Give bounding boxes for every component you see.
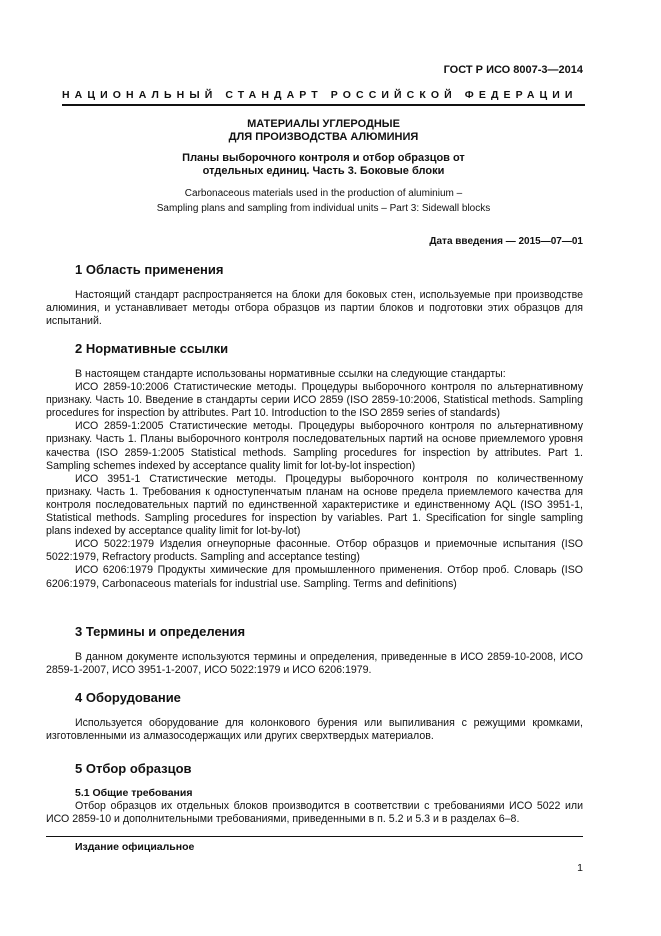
footer-divider <box>46 836 583 837</box>
section-2-heading: 2 Нормативные ссылки <box>75 341 229 356</box>
section-2-intro: В настоящем стандарте использованы нормативные ссылки на следующие стандарты: <box>75 368 506 380</box>
section-5-1-text: Отбор образцов их отдельных блоков производится в соответствии с требованиями ИСО 5022 или ИСО 2859-10 и дополнительными требованиями, приведенными в п. 5.2 и 5.3 и в разделах 6–8. <box>46 800 583 826</box>
official-edition-label: Издание официальное <box>75 841 195 853</box>
section-5-body <box>46 800 583 826</box>
title-line-2: ДЛЯ ПРОИЗВОДСТВА АЛЮМИНИЯ <box>228 131 419 143</box>
section-1-heading: 1 Область применения <box>75 262 224 277</box>
national-standard-banner: НАЦИОНАЛЬНЫЙ СТАНДАРТ РОССИЙСКОЙ ФЕДЕРАЦИИ <box>62 89 578 101</box>
section-1-text: Настоящий стандарт распространяется на блоки для боковых стен, используемые при производстве алюминия, и устанавливает методы отбора образцов из партии блоков и подготовки этих образцов для испытаний. <box>46 289 583 328</box>
english-title-line-1: Carbonaceous materials used in the production of aluminium – <box>184 188 463 199</box>
section-5-heading: 5 Отбор образцов <box>75 761 192 776</box>
subtitle-line-1: Планы выборочного контроля и отбор образцов от <box>182 152 465 164</box>
document-number: ГОСТ Р ИСО 8007-3—2014 <box>443 64 583 76</box>
title-line-1: МАТЕРИАЛЫ УГЛЕРОДНЫЕ <box>247 118 400 130</box>
section-2-body <box>46 368 583 591</box>
reference-iso-2859-10: ИСО 2859-10:2006 Статистические методы. Процедуры выборочного контроля по альтернативному признаку. Часть 10. Введение в стандарты серии ИСО 2859 (ISO 2859-10:2006, Statistical methods. Sampling procedures for inspection by attributes. Part 10. Introduction to the ISO 2859 series of standards) <box>46 381 583 420</box>
english-title-line-2: Sampling plans and sampling from individual units – Part 3: Sidewall blocks <box>156 203 491 214</box>
subtitle <box>62 152 585 178</box>
reference-iso-5022: ИСО 5022:1979 Изделия огнеупорные фасонные. Отбор образцов и приемочные испытания (ISO 5022:1979, Refractory products. Sampling and acceptance testing) <box>46 538 583 564</box>
reference-iso-2859-1: ИСО 2859-1:2005 Статистические методы. Процедуры выборочного контроля по альтернативному признаку. Часть 1. Планы выборочного контроля последовательных партий на основе приемлемого уровня качества (ISO 2859-1:2005 Statistical methods. Sampling procedures for inspection by attributes. Part 1. Sampling schemes indexed by acceptance quality limit for lot-by-lot inspection) <box>46 420 583 472</box>
section-4-heading: 4 Оборудование <box>75 690 181 705</box>
main-title <box>62 118 585 144</box>
section-1-body <box>46 289 583 328</box>
subtitle-line-2: отдельных единиц. Часть 3. Боковые блоки <box>202 165 445 177</box>
subsection-5-1-heading: 5.1 Общие требования <box>75 787 193 799</box>
reference-iso-3951-1: ИСО 3951-1 Статистические методы. Процедуры выборочного контроля по количественному признаку. Часть 1. Требования к одноступенчатым планам на основе предела приемлемого качества для контроля последовательных партий по единственной характеристике и единственному AQL (ISO 3951-1, Statistical methods. Sampling procedures for inspection by variables. Part 1. Specification for single sampling plans indexed by acceptance quality limit for lot-by-lot) <box>46 472 583 538</box>
section-3-heading: 3 Термины и определения <box>75 624 246 639</box>
section-4-text: Используется оборудование для колонкового бурения или выпиливания с режущими кромками, изготовленными из алмазосодержащих или других сверхтвердых материалов. <box>46 717 583 743</box>
header-divider <box>62 104 585 106</box>
section-4-body <box>46 717 583 743</box>
introduction-date: Дата введения — 2015—07—01 <box>429 236 583 247</box>
page-number: 1 <box>577 862 583 874</box>
reference-iso-6206: ИСО 6206:1979 Продукты химические для промышленного применения. Отбор проб. Словарь (ISO 6206:1979, Carbonaceous materials for industrial use. Sampling. Terms and definitions) <box>46 564 583 590</box>
section-3-text: В данном документе используются термины и определения, приведенные в ИСО 2859-10-2008, ИСО 2859-1-2007, ИСО 3951-1-2007, ИСО 5022:1979 и ИСО 6206:1979. <box>46 651 583 677</box>
english-title <box>62 186 585 216</box>
section-3-body <box>46 651 583 677</box>
